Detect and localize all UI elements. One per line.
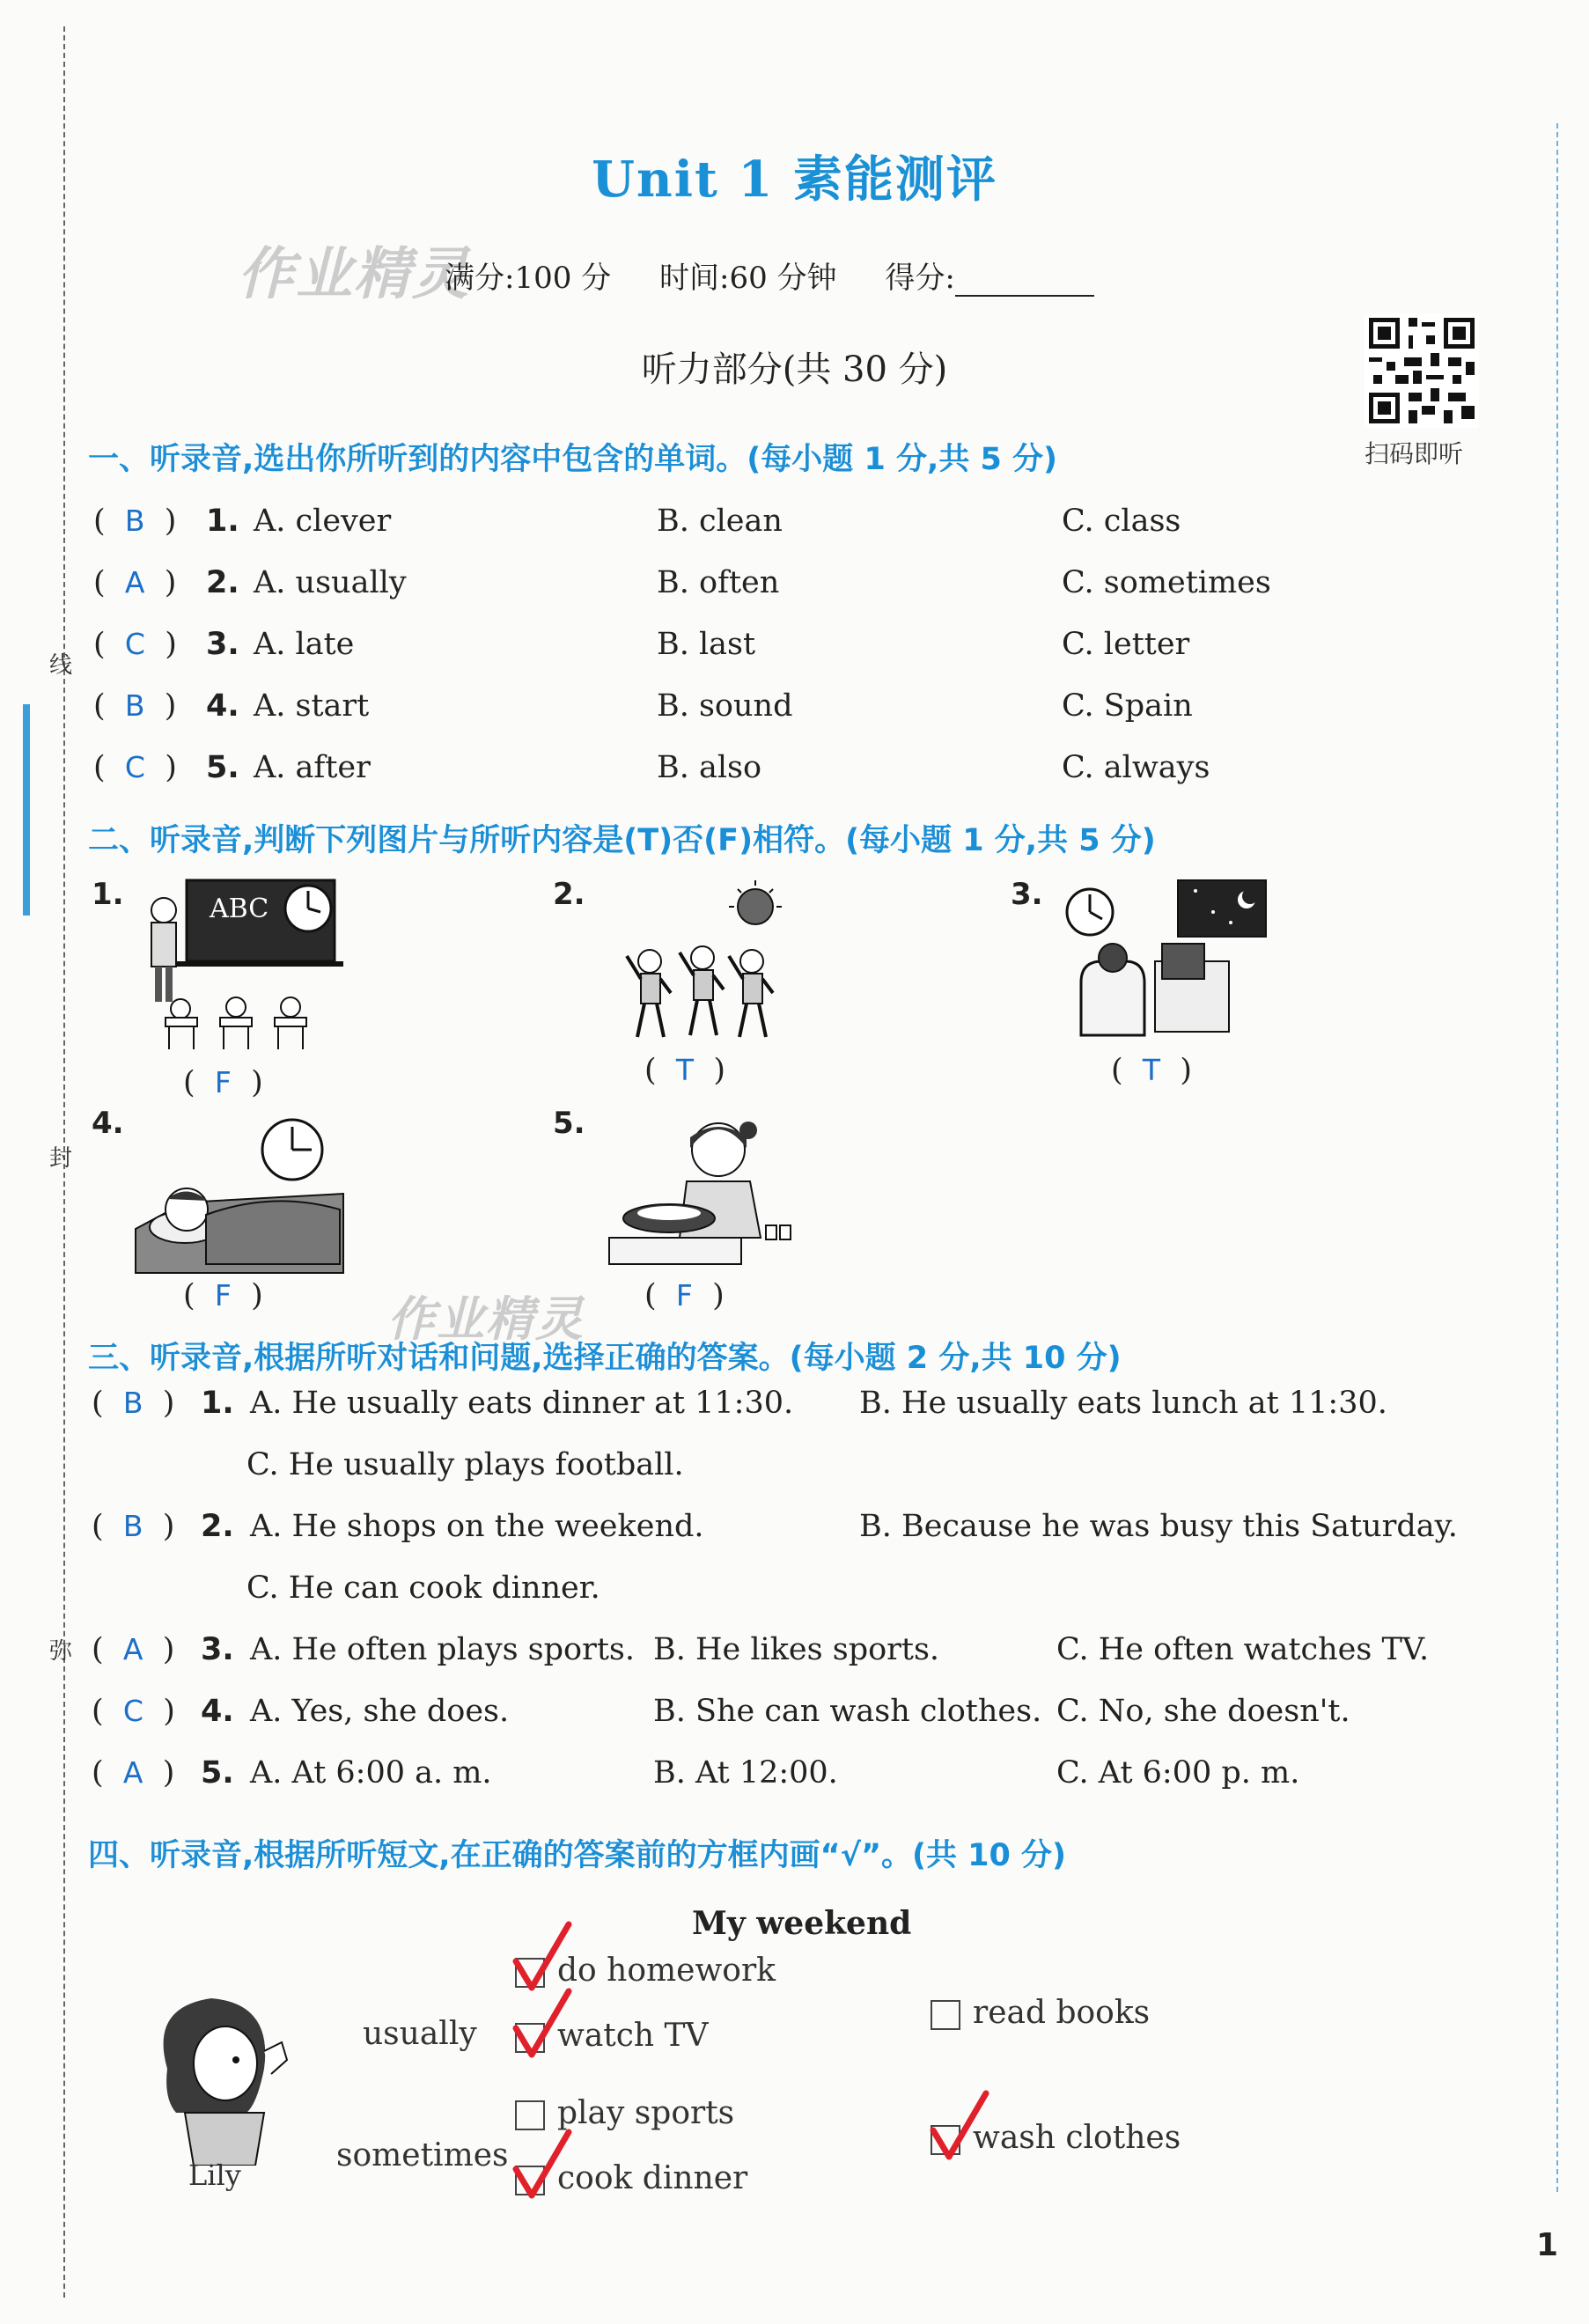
classroom-illustration [141,877,352,1053]
option-b: B. also [657,750,762,785]
answer-value: B [122,1509,143,1543]
check-mark-icon-tv [509,1986,579,2065]
board-text: ABC [210,894,269,924]
picture-2-answer-value: T [675,1053,695,1087]
answer-paren: ( C ) [92,1694,175,1729]
option-read-books-checkbox[interactable] [931,2000,960,2030]
listening-part-title: 听力部分(共 30 分) [641,349,948,390]
question-number: 1. [206,504,239,539]
option-b: B. At 12:00. [653,1755,838,1791]
section3-question [88,1755,1532,1799]
question-number: 1. [201,1386,234,1421]
cooking-illustration [606,1106,817,1282]
option-a: A. usually [254,565,407,600]
option-c: C. always [1062,750,1210,785]
table-title: My weekend [692,1905,912,1942]
answer-value: A [122,1632,143,1666]
question-number: 3. [206,627,239,662]
option-a: A. He usually eats dinner at 11:30. [250,1386,794,1421]
section1-question [88,627,1532,671]
option-b: B. She can wash clothes. [653,1694,1042,1729]
section1-question [88,504,1532,548]
answer-value: B [122,1386,143,1420]
section3-question [88,1509,1532,1606]
picture-4-number: 4. [92,1106,124,1141]
picture-3-number: 3. [1011,877,1043,912]
answer-value: A [124,565,145,599]
answer-value: C [124,627,145,661]
answer-value: B [124,504,145,538]
option-play-sports[interactable] [515,2095,734,2131]
picture-1-answer: ( F ) [183,1065,263,1100]
answer-paren: ( A ) [93,565,177,600]
answer-value: B [124,688,145,723]
option-c: C. He can cook dinner. [246,1570,600,1606]
page-title: Unit 1 素能测评 [592,151,997,209]
picture-4-answer-value: F [214,1278,232,1313]
picture-2-number: 2. [553,877,585,912]
answer-paren: ( A ) [92,1755,175,1791]
option-b: B. last [657,627,756,662]
score-info [445,254,1133,297]
section3-question [88,1632,1532,1676]
picture-4-answer: ( F ) [183,1278,263,1313]
option-c: C. No, she doesn't. [1056,1694,1350,1729]
section1-heading: 一、听录音,选出你所听到的内容中包含的单词。(每小题 1 分,共 5 分) [88,442,1058,477]
picture-5-number: 5. [553,1106,585,1141]
option-c: C. sometimes [1062,565,1271,600]
person-name: Lily [188,2159,241,2192]
picture-3-tv [1011,877,1275,1053]
answer-paren: ( B ) [92,1509,175,1544]
question-number: 2. [206,565,239,600]
answer-value: C [122,1694,143,1728]
picture-2-answer: ( T ) [644,1053,725,1088]
exercise-illustration [606,877,799,1044]
watermark-text: 作业精灵 [238,242,470,307]
answer-paren: ( C ) [93,627,177,662]
answer-value: A [122,1755,143,1790]
answer-paren: ( B ) [93,688,177,724]
option-a: A. after [254,750,371,785]
option-wash-clothes-label: wash clothes [973,2120,1181,2156]
page-number: 1 [1536,2227,1559,2263]
section2-heading: 二、听录音,判断下列图片与所听内容是(T)否(F)相符。(每小题 1 分,共 5 分) [88,823,1156,858]
option-c: C. Spain [1062,688,1193,724]
option-play-sports-label: play sports [557,2095,735,2131]
sometimes-label: sometimes [336,2137,509,2173]
answer-value: C [124,750,145,784]
option-b: B. often [657,565,780,600]
section3-question [88,1386,1532,1482]
picture-5-cooking [553,1106,817,1282]
option-cook-dinner-label: cook dinner [557,2160,748,2196]
answer-paren: ( B ) [92,1386,175,1421]
section1-question [88,688,1532,732]
option-watch-tv-label: watch TV [557,2018,709,2054]
option-b: B. He usually eats lunch at 11:30. [859,1386,1387,1421]
option-c: C. letter [1062,627,1190,662]
section3-question [88,1694,1532,1738]
option-c: C. class [1062,504,1181,539]
question-number: 4. [201,1694,234,1729]
option-b: B. clean [657,504,783,539]
picture-4-sleeping [88,1106,352,1282]
check-mark-icon-cook [509,2127,579,2206]
option-c: C. He usually plays football. [246,1447,684,1482]
score-blank[interactable] [955,268,1094,297]
option-a: A. late [254,627,355,662]
question-number: 2. [201,1509,234,1544]
option-a: A. He shops on the weekend. [250,1509,704,1544]
section4-heading: 四、听录音,根据所听短文,在正确的答案前的方框内画“√”。(共 10 分) [88,1838,1067,1873]
picture-5-answer: ( F ) [644,1278,725,1313]
sleeping-illustration [132,1106,352,1282]
answer-paren: ( C ) [93,750,177,785]
right-margin-line [1556,123,1558,2192]
picture-5-answer-value: F [675,1278,693,1313]
margin-char-feng: 封 [49,1145,73,1172]
picture-3-answer-value: T [1142,1053,1161,1087]
margin-char-mi: 弥 [49,1638,73,1665]
option-a: A. start [254,688,370,724]
option-b: B. Because he was busy this Saturday. [859,1509,1458,1544]
full-score: 满分:100 分 [445,261,612,296]
question-number: 3. [201,1632,234,1667]
picture-1-answer-value: F [214,1065,232,1099]
section3-heading: 三、听录音,根据所听对话和问题,选择正确的答案。(每小题 2 分,共 10 分) [88,1341,1122,1376]
score-label: 得分: [885,261,955,296]
option-c: C. He often watches TV. [1056,1632,1430,1667]
option-a: A. He often plays sports. [250,1632,636,1667]
qr-label: 扫码即听 [1365,439,1464,468]
option-read-books-label: read books [973,1995,1151,2031]
option-c: C. At 6:00 p. m. [1056,1755,1300,1791]
question-number: 4. [206,688,239,724]
answer-paren: ( B ) [93,504,177,539]
check-mark-icon-wash [926,2088,997,2167]
option-read-books[interactable] [931,1995,1150,2031]
time-limit: 时间:60 分钟 [658,261,837,296]
option-play-sports-checkbox[interactable] [515,2100,545,2130]
picture-1-number: 1. [92,877,124,912]
watermark-text-2: 作业精灵 [387,1291,585,1347]
section1-question [88,565,1532,609]
lily-illustration [141,1989,291,2166]
option-do-homework-label: do homework [557,1953,776,1989]
option-b: B. He likes sports. [653,1632,940,1667]
option-a: A. clever [254,504,392,539]
section1-question [88,750,1532,794]
option-b: B. sound [657,688,793,724]
option-a: A. At 6:00 a. m. [250,1755,492,1791]
option-a: A. Yes, she does. [250,1694,510,1729]
margin-char-xian: 线 [49,652,73,679]
picture-1-classroom [88,877,352,1070]
picture-2-exercise [553,877,799,1053]
picture-3-answer: ( T ) [1111,1053,1192,1088]
tv-illustration [1063,877,1275,1053]
question-number: 5. [201,1755,234,1791]
usually-label: usually [363,2016,477,2052]
margin-accent-bar [23,704,30,916]
answer-paren: ( A ) [92,1632,175,1667]
question-number: 5. [206,750,239,785]
